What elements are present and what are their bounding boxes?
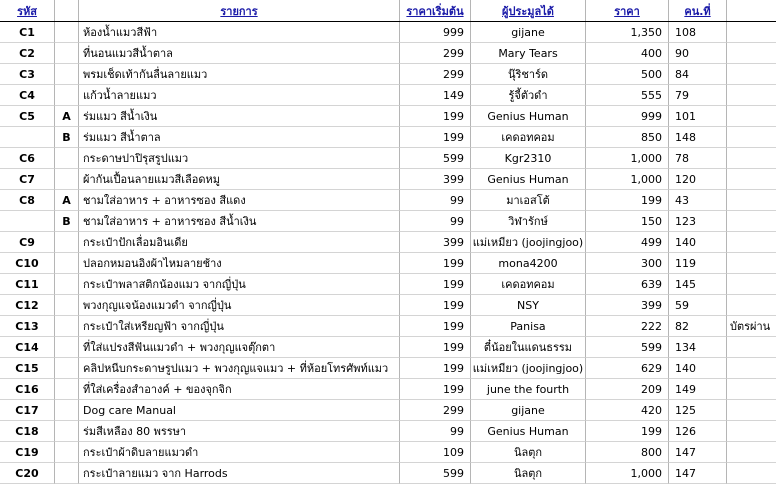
cell-item[interactable]: ร่มสีเหลือง 80 พรรษา (79, 421, 400, 442)
cell-note[interactable] (727, 127, 776, 148)
cell-code[interactable]: C10 (0, 253, 55, 274)
cell-code[interactable]: C13 (0, 316, 55, 337)
cell-user-no[interactable]: 147 (669, 463, 727, 484)
cell-sub[interactable]: B (55, 211, 79, 232)
cell-sub[interactable] (55, 379, 79, 400)
cell-sub[interactable] (55, 295, 79, 316)
cell-start-price[interactable]: 99 (400, 421, 471, 442)
cell-note[interactable] (727, 64, 776, 85)
cell-code[interactable] (0, 127, 55, 148)
cell-price[interactable]: 400 (586, 43, 669, 64)
cell-user-no[interactable]: 134 (669, 337, 727, 358)
cell-note[interactable] (727, 211, 776, 232)
cell-sub[interactable] (55, 337, 79, 358)
cell-winner[interactable]: นิลตุก (471, 442, 586, 463)
cell-sub[interactable] (55, 463, 79, 484)
cell-start-price[interactable]: 399 (400, 232, 471, 253)
table-row (0, 232, 776, 253)
cell-code[interactable]: C16 (0, 379, 55, 400)
cell-start-price[interactable]: 99 (400, 190, 471, 211)
cell-note[interactable] (727, 358, 776, 379)
cell-item[interactable]: ร่มแมว สีน้ำตาล (79, 127, 400, 148)
cell-code[interactable]: C8 (0, 190, 55, 211)
cell-start-price[interactable]: 199 (400, 295, 471, 316)
cell-user-no[interactable]: 148 (669, 127, 727, 148)
table-row (0, 43, 776, 64)
cell-start-price[interactable]: 299 (400, 43, 471, 64)
cell-price[interactable]: 629 (586, 358, 669, 379)
cell-item[interactable]: กระเป๋าลายแมว จาก Harrods (79, 463, 400, 484)
cell-item[interactable]: พวงกุญแจน้องแมวดำ จากญี่ปุ่น (79, 295, 400, 316)
cell-user-no[interactable]: 120 (669, 169, 727, 190)
cell-item[interactable]: กระเป๋าปักเลื่อมอินเดีย (79, 232, 400, 253)
cell-price[interactable]: 850 (586, 127, 669, 148)
cell-code[interactable]: C15 (0, 358, 55, 379)
cell-code[interactable]: C12 (0, 295, 55, 316)
cell-user-no[interactable]: 147 (669, 442, 727, 463)
cell-item[interactable]: ที่ใส่แปรงสีฟันแมวดำ + พวงกุญแจตุ๊กตา (79, 337, 400, 358)
cell-note[interactable] (727, 442, 776, 463)
cell-start-price[interactable]: 399 (400, 169, 471, 190)
cell-user-no[interactable]: 43 (669, 190, 727, 211)
cell-sub[interactable] (55, 148, 79, 169)
cell-note[interactable] (727, 85, 776, 106)
cell-item[interactable]: แก้วน้ำลายแมว (79, 85, 400, 106)
cell-item[interactable]: ชามใส่อาหาร + อาหารซอง สีแดง (79, 190, 400, 211)
cell-note[interactable] (727, 274, 776, 295)
cell-price[interactable]: 1,000 (586, 463, 669, 484)
cell-item[interactable]: คลิปหนีบกระดาษรูปแมว + พวงกุญแจแมว + ที่ห้อยโทรศัพท์แมว (79, 358, 400, 379)
cell-user-no[interactable]: 79 (669, 85, 727, 106)
cell-note[interactable] (727, 190, 776, 211)
cell-code[interactable]: C20 (0, 463, 55, 484)
cell-note[interactable] (727, 106, 776, 127)
header-row (0, 0, 776, 22)
cell-sub[interactable] (55, 400, 79, 421)
cell-winner[interactable]: Mary Tears (471, 43, 586, 64)
cell-item[interactable]: กระดาษปาปิรุสรูปแมว (79, 148, 400, 169)
cell-note[interactable] (727, 22, 776, 43)
cell-user-no[interactable]: 145 (669, 274, 727, 295)
cell-item[interactable]: ผ้ากันเปื้อนลายแมวสีเลือดหมู (79, 169, 400, 190)
cell-user-no[interactable]: 84 (669, 64, 727, 85)
cell-sub[interactable] (55, 169, 79, 190)
cell-winner[interactable]: Panisa (471, 316, 586, 337)
cell-price[interactable]: 800 (586, 442, 669, 463)
cell-item[interactable]: พรมเช็ดเท้ากันลื่นลายแมว (79, 64, 400, 85)
cell-item[interactable]: Dog care Manual (79, 400, 400, 421)
cell-code[interactable]: C14 (0, 337, 55, 358)
cell-item[interactable]: ห้องน้ำแมวสีฟ้า (79, 22, 400, 43)
header-winner[interactable]: ผู้ประมูลได้ (471, 0, 586, 21)
header-start-price[interactable]: ราคาเริ่มต้น (400, 0, 471, 21)
cell-price[interactable]: 420 (586, 400, 669, 421)
cell-note[interactable] (727, 43, 776, 64)
table-row (0, 190, 776, 211)
table-body (0, 22, 776, 484)
cell-start-price[interactable]: 149 (400, 85, 471, 106)
cell-code[interactable]: C11 (0, 274, 55, 295)
cell-note[interactable] (727, 169, 776, 190)
cell-code[interactable]: C19 (0, 442, 55, 463)
cell-start-price[interactable]: 199 (400, 274, 471, 295)
cell-price[interactable]: 1,350 (586, 22, 669, 43)
header-price[interactable]: ราคา (586, 0, 669, 21)
cell-user-no[interactable]: 108 (669, 22, 727, 43)
cell-note[interactable] (727, 295, 776, 316)
cell-winner[interactable]: NSY (471, 295, 586, 316)
cell-user-no[interactable]: 90 (669, 43, 727, 64)
cell-winner[interactable]: แม่เหมียว (joojingjoo) (471, 232, 586, 253)
table-row (0, 211, 776, 232)
cell-start-price[interactable]: 199 (400, 337, 471, 358)
cell-code[interactable]: C1 (0, 22, 55, 43)
cell-user-no[interactable]: 101 (669, 106, 727, 127)
cell-sub[interactable] (55, 64, 79, 85)
cell-code[interactable]: C17 (0, 400, 55, 421)
cell-winner[interactable]: gijane (471, 22, 586, 43)
cell-price[interactable]: 399 (586, 295, 669, 316)
cell-price[interactable]: 300 (586, 253, 669, 274)
cell-winner[interactable]: มาเอสโต้ (471, 190, 586, 211)
table-row (0, 127, 776, 148)
cell-start-price[interactable]: 599 (400, 148, 471, 169)
cell-price[interactable]: 999 (586, 106, 669, 127)
cell-item[interactable]: กระเป๋าผ้าดิบลายแมวดำ (79, 442, 400, 463)
cell-item[interactable]: ปลอกหมอนอิงผ้าไหมลายช้าง (79, 253, 400, 274)
cell-code[interactable]: C18 (0, 421, 55, 442)
cell-start-price[interactable]: 999 (400, 22, 471, 43)
cell-code[interactable] (0, 211, 55, 232)
cell-winner[interactable]: เคดอทคอม (471, 274, 586, 295)
cell-start-price[interactable]: 199 (400, 358, 471, 379)
cell-user-no[interactable]: 149 (669, 379, 727, 400)
cell-price[interactable]: 555 (586, 85, 669, 106)
cell-code[interactable]: C6 (0, 148, 55, 169)
cell-item[interactable]: กระเป๋าพลาสติกน้องแมว จากญี่ปุ่น (79, 274, 400, 295)
cell-code[interactable]: C5 (0, 106, 55, 127)
table-row (0, 253, 776, 274)
cell-user-no[interactable]: 140 (669, 232, 727, 253)
table-row (0, 463, 776, 484)
cell-note[interactable] (727, 379, 776, 400)
cell-price[interactable]: 150 (586, 211, 669, 232)
cell-sub[interactable] (55, 232, 79, 253)
cell-item[interactable]: ที่ใส่เครื่องสำอางค์ + ของจุกจิก (79, 379, 400, 400)
table-row (0, 442, 776, 463)
cell-user-no[interactable]: 82 (669, 316, 727, 337)
cell-start-price[interactable]: 99 (400, 211, 471, 232)
header-user-no[interactable]: คน.ที่ (669, 0, 727, 21)
cell-item[interactable]: กระเป๋าใส่เหรียญฟ้า จากญี่ปุ่น (79, 316, 400, 337)
cell-item[interactable]: ที่นอนแมวสีน้ำตาล (79, 43, 400, 64)
table-row (0, 295, 776, 316)
cell-note[interactable] (727, 421, 776, 442)
cell-sub[interactable] (55, 22, 79, 43)
cell-item[interactable]: ชามใส่อาหาร + อาหารซอง สีน้ำเงิน (79, 211, 400, 232)
cell-user-no[interactable]: 140 (669, 358, 727, 379)
table-row (0, 85, 776, 106)
table-row (0, 274, 776, 295)
cell-sub[interactable] (55, 85, 79, 106)
cell-winner[interactable]: ตี๋น้อยในแดนธรรม (471, 337, 586, 358)
table-row (0, 22, 776, 43)
table-row (0, 106, 776, 127)
cell-sub[interactable] (55, 274, 79, 295)
cell-winner[interactable]: นิลตุก (471, 463, 586, 484)
cell-code[interactable]: C3 (0, 64, 55, 85)
cell-note[interactable] (727, 253, 776, 274)
cell-start-price[interactable]: 599 (400, 463, 471, 484)
table-row (0, 64, 776, 85)
cell-code[interactable]: C4 (0, 85, 55, 106)
cell-price[interactable]: 499 (586, 232, 669, 253)
cell-user-no[interactable]: 119 (669, 253, 727, 274)
cell-winner[interactable]: แม่เหมียว (joojingjoo) (471, 358, 586, 379)
cell-start-price[interactable]: 199 (400, 127, 471, 148)
cell-note[interactable] (727, 148, 776, 169)
cell-price[interactable]: 1,000 (586, 148, 669, 169)
cell-code[interactable]: C9 (0, 232, 55, 253)
cell-note[interactable]: บัตรผ่าน (727, 316, 776, 337)
cell-winner[interactable]: Genius Human (471, 106, 586, 127)
cell-start-price[interactable]: 199 (400, 106, 471, 127)
table-row (0, 358, 776, 379)
cell-user-no[interactable]: 59 (669, 295, 727, 316)
cell-price[interactable]: 1,000 (586, 169, 669, 190)
cell-user-no[interactable]: 123 (669, 211, 727, 232)
cell-price[interactable]: 599 (586, 337, 669, 358)
cell-winner[interactable]: นุ๊ริชาร์ด (471, 64, 586, 85)
cell-winner[interactable]: Genius Human (471, 421, 586, 442)
header-note[interactable] (727, 0, 776, 21)
cell-sub[interactable]: A (55, 106, 79, 127)
cell-winner[interactable]: รู้จี้ตัวดำ (471, 85, 586, 106)
header-code[interactable]: รหัส (0, 0, 55, 21)
cell-user-no[interactable]: 78 (669, 148, 727, 169)
table-row (0, 421, 776, 442)
cell-user-no[interactable]: 126 (669, 421, 727, 442)
table-row (0, 316, 776, 337)
cell-winner[interactable]: เคดอทคอม (471, 127, 586, 148)
cell-sub[interactable] (55, 442, 79, 463)
cell-price[interactable]: 209 (586, 379, 669, 400)
table-row (0, 379, 776, 400)
cell-start-price[interactable]: 109 (400, 442, 471, 463)
cell-price[interactable]: 222 (586, 316, 669, 337)
table-row (0, 400, 776, 421)
cell-note[interactable] (727, 337, 776, 358)
cell-sub[interactable]: A (55, 190, 79, 211)
cell-winner[interactable]: Genius Human (471, 169, 586, 190)
table-row (0, 148, 776, 169)
cell-code[interactable]: C2 (0, 43, 55, 64)
table-row (0, 169, 776, 190)
cell-sub[interactable] (55, 358, 79, 379)
header-item[interactable]: รายการ (79, 0, 400, 21)
cell-note[interactable] (727, 232, 776, 253)
cell-sub[interactable] (55, 43, 79, 64)
cell-sub[interactable] (55, 316, 79, 337)
header-sub[interactable] (55, 0, 79, 21)
cell-start-price[interactable]: 299 (400, 400, 471, 421)
cell-start-price[interactable]: 299 (400, 64, 471, 85)
cell-winner[interactable]: june the fourth (471, 379, 586, 400)
cell-code[interactable]: C7 (0, 169, 55, 190)
cell-note[interactable] (727, 400, 776, 421)
cell-price[interactable]: 639 (586, 274, 669, 295)
cell-price[interactable]: 199 (586, 421, 669, 442)
cell-sub[interactable] (55, 253, 79, 274)
cell-sub[interactable]: B (55, 127, 79, 148)
cell-user-no[interactable]: 125 (669, 400, 727, 421)
cell-start-price[interactable]: 199 (400, 253, 471, 274)
cell-price[interactable]: 500 (586, 64, 669, 85)
cell-note[interactable] (727, 463, 776, 484)
cell-winner[interactable]: gijane (471, 400, 586, 421)
table-row (0, 337, 776, 358)
cell-winner[interactable]: Kgr2310 (471, 148, 586, 169)
cell-start-price[interactable]: 199 (400, 316, 471, 337)
cell-winner[interactable]: mona4200 (471, 253, 586, 274)
cell-start-price[interactable]: 199 (400, 379, 471, 400)
cell-winner[interactable]: วิฬารักษ์ (471, 211, 586, 232)
cell-item[interactable]: ร่มแมว สีน้ำเงิน (79, 106, 400, 127)
cell-price[interactable]: 199 (586, 190, 669, 211)
cell-sub[interactable] (55, 421, 79, 442)
